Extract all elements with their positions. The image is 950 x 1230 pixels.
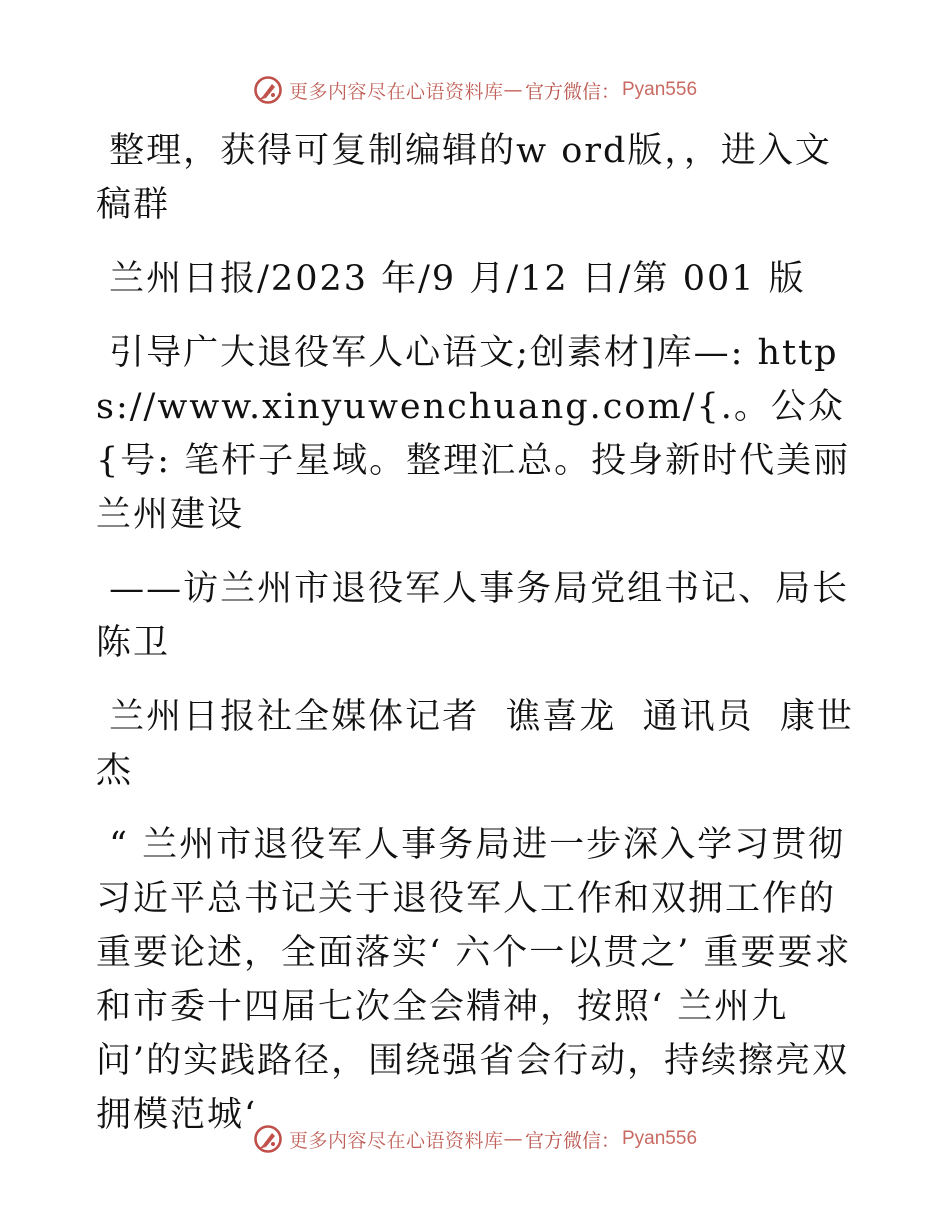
pen-nib-logo-icon xyxy=(253,1124,283,1154)
banner-dash: — xyxy=(503,1128,523,1150)
paragraph-body: “ 兰州市退役军人事务局进一步深入学习贯彻习近平总书记关于退役军人工作和双拥工作的重要论述，全面落实‘ 六个一以贯之’ 重要要求和市委十四届七次全会精神，按照‘ 兰州九问’的实践路径，围绕强省会行动，持续擦亮双拥模范城‘ xyxy=(96,825,852,1135)
banner-site-text: 更多内容尽在心语资料库 xyxy=(288,80,504,103)
paragraph-intro: 整理，获得可复制编辑的w ord版，，进入文稿群 xyxy=(96,131,832,225)
banner-site-text: 更多内容尽在心语资料库 xyxy=(288,1129,504,1152)
banner-wechat-id: Pyan556 xyxy=(622,1128,698,1149)
banner-wechat-label: 官方微信： xyxy=(524,1129,620,1152)
banner-wechat-id: Pyan556 xyxy=(622,79,698,100)
banner-wechat-label: 官方微信： xyxy=(524,80,620,103)
banner-dash: — xyxy=(503,79,523,101)
paragraph-subtitle: ——访兰州市退役军人事务局党组书记、局长陈卫 xyxy=(96,569,850,663)
paragraph-byline: 兰州日报社全媒体记者 谯喜龙 通讯员 康世杰 xyxy=(96,697,854,791)
pen-nib-logo-icon xyxy=(253,75,283,105)
paragraph-source: 兰州日报/2023 年/9 月/12 日/第 001 版 xyxy=(96,259,806,299)
paragraph-title: 引导广大退役军人心语文;创素材]库—: https://www.xinyuwenchuang.com/{.。公众{号: 笔杆子星域。整理汇总。投身新时代美丽兰州建设 xyxy=(96,333,851,535)
document-body xyxy=(96,124,856,1142)
footer-watermark-banner xyxy=(0,1119,950,1159)
header-watermark-banner xyxy=(0,70,950,110)
